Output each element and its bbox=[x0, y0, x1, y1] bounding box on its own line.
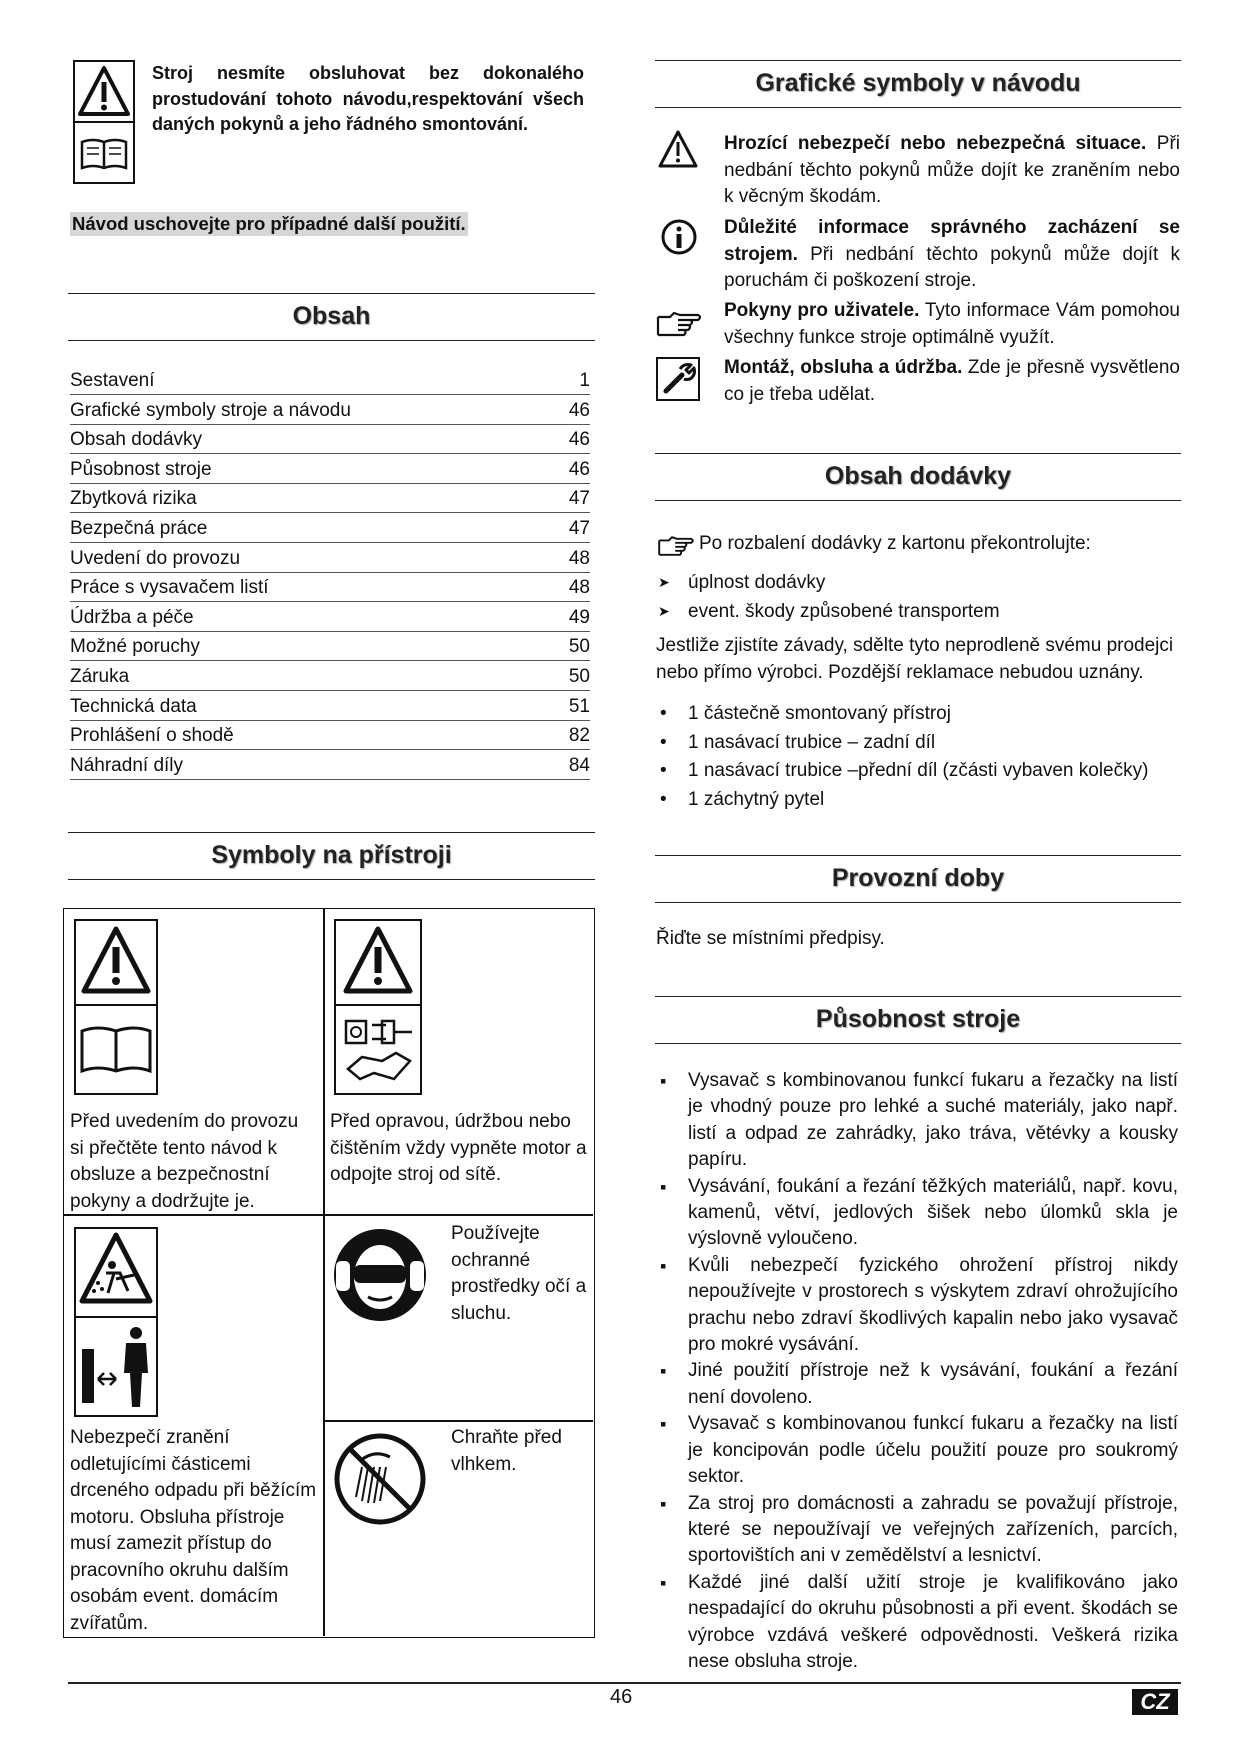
toc-entry-label: Náhradní díly bbox=[70, 754, 184, 776]
warning-book-icon-box bbox=[73, 60, 135, 184]
keep-note: Návod uschovejte pro případné další použití. bbox=[72, 213, 466, 234]
toc-entry-page: 48 bbox=[568, 577, 590, 599]
toc-entry-page: 1 bbox=[579, 370, 590, 391]
warning-text: Stroj nesmíte obsluhovat bez dokonalého prostudování tohoto návodu,respektování všech daných pokynů a jeho řádného smontování. bbox=[152, 63, 584, 134]
delivery-arrow-list bbox=[658, 568, 1178, 626]
symbol-cell-4-text: Nebezpečí zranění odletujícími částicemi drceného odpadu při běžícím motoru. Obsluha přístroje musí zamezit přístup do pracovního okruhu dalším osobám event. domácím zvířatům. bbox=[70, 1427, 317, 1634]
graphic-symbol-title: Pokyny pro uživatele. bbox=[724, 300, 920, 321]
graphic-symbol-item bbox=[724, 298, 1180, 351]
toc-entry-label: Zbytková rizika bbox=[70, 488, 197, 510]
warning-unplug-icon bbox=[334, 919, 422, 1095]
toc-entry-page: 50 bbox=[568, 636, 590, 658]
toc-entry bbox=[70, 425, 590, 454]
toc-entry-page: 51 bbox=[568, 695, 590, 717]
toc-entry bbox=[70, 396, 590, 425]
delivery-items bbox=[658, 700, 1178, 814]
wrench-icon bbox=[656, 357, 700, 401]
toc-entry-label: Obsah dodávky bbox=[70, 429, 203, 451]
list-item: • 1 částečně smontovaný přístroj bbox=[658, 700, 1178, 729]
toc-heading: Obsah bbox=[68, 293, 595, 341]
list-item: ▪ Vysavač s kombinovanou funkcí fukaru a řezačky na listí je koncipován podle účelu použití pouze pro soukromý sektor. bbox=[658, 1411, 1178, 1490]
toc-entry bbox=[70, 573, 590, 602]
list-item: ▪ Jiné použití přístroje než k vysávání, foukání a řezání není dovoleno. bbox=[658, 1358, 1178, 1411]
list-item: ▪ Kvůli nebezpečí fyzického ohrožení přístroj nikdy nepoužívejte v prostorech s výskytem zdraví ohrožujícího prachu nebo zdraví škodlivých kapalin nebo jako vysavač pro mokré vysávání. bbox=[658, 1253, 1178, 1359]
toc-entry-page: 46 bbox=[568, 399, 590, 421]
graphic-symbol-desc: Zde je přesně vysvětleno co je třeba udělat. bbox=[724, 357, 1180, 405]
toc-entry-label: Sestavení bbox=[70, 370, 155, 391]
symbols-table bbox=[63, 908, 595, 1638]
toc-entry-label: Uvedení do provozu bbox=[70, 547, 241, 569]
list-item: ▪ Za stroj pro domácnosti a zahradu se považují přístroje, které se nepoužívají ve veřejných zařízeních, parcích, sportovištích ani v zemědělství a lesnictví. bbox=[658, 1491, 1178, 1570]
toc-entry-label: Údržba a péče bbox=[70, 606, 194, 628]
scope-heading: Působnost stroje bbox=[655, 996, 1181, 1044]
list-item: ▪ Vysávání, foukání a řezání těžkých materiálů, např. kovu, kamenů, větví, jedlových šišek nebo úlomků skla je výslovně vyloučeno. bbox=[658, 1174, 1178, 1253]
scope-list bbox=[658, 1068, 1178, 1675]
delivery-heading: Obsah dodávky bbox=[655, 453, 1181, 501]
symbols-device-heading: Symboly na přístroji bbox=[68, 832, 595, 880]
info-icon bbox=[660, 218, 698, 256]
book-icon bbox=[79, 134, 129, 174]
toc-entry bbox=[70, 721, 590, 750]
toc-entry bbox=[70, 662, 590, 691]
toc-entry bbox=[70, 692, 590, 721]
symbol-cell-2-text: Před opravou, údržbou nebo čištěním vždy vypněte motor a odpojte stroj od sítě. bbox=[330, 1111, 587, 1185]
delivery-check-text: Po rozbalení dodávky z kartonu překontrolujte: bbox=[699, 533, 1091, 554]
toc-entry-label: Možné poruchy bbox=[70, 636, 200, 658]
toc-entry-label: Práce s vysavačem listí bbox=[70, 577, 269, 599]
list-item: ➤ úplnost dodávky bbox=[658, 568, 1178, 597]
toc-entry bbox=[70, 366, 590, 395]
operating-text: Řiďte se místními předpisy. bbox=[656, 928, 885, 949]
toc-entry bbox=[70, 603, 590, 632]
graphic-symbol-item bbox=[724, 131, 1180, 211]
symbol-cell-5-text: Chraňte před vlhkem. bbox=[451, 1427, 562, 1475]
list-item: • 1 záchytný pytel bbox=[658, 786, 1178, 815]
no-moisture-icon bbox=[332, 1431, 428, 1527]
lang-badge: CZ bbox=[1132, 1689, 1178, 1715]
pointing-hand-icon bbox=[656, 309, 702, 339]
delivery-note: Jestliže zjistíte závady, sdělte tyto neprodleně svému prodejci nebo přímo výrobci. Pozdější reklamace nebudou uznány. bbox=[656, 635, 1174, 683]
symbol-cell-1-text: Před uvedením do provozu si přečtěte tento návod k obsluze a bezpečnostní pokyny a dodržujte je. bbox=[70, 1111, 299, 1212]
graphic-symbol-desc: Tyto informace Vám pomohou všechny funkce stroje optimálně využít. bbox=[724, 300, 1180, 348]
toc-entry-page: 46 bbox=[568, 458, 590, 480]
toc-entry-label: Záruka bbox=[70, 666, 130, 687]
toc-entry bbox=[70, 544, 590, 573]
symbol-cell-3-text: Používejte ochranné prostředky očí a sluchu. bbox=[451, 1223, 587, 1324]
graphic-symbol-desc: Při nedbání těchto pokynů může dojít ke zraněním nebo k věcným škodám. bbox=[724, 133, 1181, 207]
toc-entry-page: 49 bbox=[568, 606, 590, 628]
toc-entry bbox=[70, 514, 590, 543]
list-item: ➤ event. škody způsobené transportem bbox=[658, 597, 1178, 626]
toc-entry-page: 50 bbox=[568, 666, 590, 687]
flying-debris-distance-icon bbox=[74, 1227, 158, 1417]
toc-entry-label: Bezpečná práce bbox=[70, 518, 208, 539]
danger-icon bbox=[656, 128, 700, 170]
graphic-symbol-item bbox=[724, 215, 1180, 295]
toc-entry bbox=[70, 632, 590, 661]
list-item: • 1 nasávací trubice –přední díl (zčásti vybaven kolečky) bbox=[658, 757, 1178, 786]
graphic-symbol-title: Důležité informace správného zacházení se strojem. bbox=[724, 217, 1180, 265]
toc-entry bbox=[70, 455, 590, 484]
toc-entry-page: 46 bbox=[568, 429, 590, 451]
page-number: 46 bbox=[610, 1686, 633, 1708]
graphic-symbol-desc: Při nedbání těchto pokynů může dojít k poruchám či poškození stroje. bbox=[724, 243, 1180, 291]
toc-entry bbox=[70, 484, 590, 513]
toc-entry-label: Působnost stroje bbox=[70, 458, 212, 480]
graphic-symbol-item bbox=[724, 355, 1180, 408]
graphic-symbol-title: Hrozící nebezpečí nebo nebezpečná situace. bbox=[724, 133, 1147, 154]
operating-heading: Provozní doby bbox=[655, 855, 1181, 903]
list-item: ▪ Každé jiné další užití stroje je kvalifikováno jako nespadající do okruhu působnosti a při event. škodách se výrobce vzdává veškeré odpovědnosti. Veškerá rizika nese obsluha stroje. bbox=[658, 1570, 1178, 1676]
eye-ear-protection-icon bbox=[332, 1227, 428, 1323]
toc-entry-page: 47 bbox=[568, 518, 590, 539]
warning-read-manual-icon bbox=[74, 919, 158, 1095]
graphic-symbol-title: Montáž, obsluha a údržba. bbox=[724, 357, 963, 378]
toc-entry-page: 48 bbox=[568, 547, 590, 569]
toc-entry-label: Prohlášení o shodě bbox=[70, 725, 234, 747]
toc-entry-page: 47 bbox=[568, 488, 590, 510]
graphic-symbols-heading: Grafické symboly v návodu bbox=[655, 60, 1181, 108]
list-item: ▪ Vysavač s kombinovanou funkcí fukaru a řezačky na listí je vhodný pouze pro lehké a suché materiály, jako např. listí a odpad ze zahrádky, jako tráva, větévky a kousky papíru. bbox=[658, 1068, 1178, 1174]
toc-entry bbox=[70, 751, 590, 780]
pointing-hand-icon bbox=[656, 534, 696, 558]
toc-entry-label: Technická data bbox=[70, 695, 197, 717]
toc-entry-label: Grafické symboly stroje a návodu bbox=[70, 399, 351, 421]
toc-entry-page: 82 bbox=[568, 725, 590, 747]
toc-entry-page: 84 bbox=[568, 754, 590, 776]
footer-rule bbox=[68, 1682, 1181, 1684]
list-item: • 1 nasávací trubice – zadní díl bbox=[658, 729, 1178, 758]
